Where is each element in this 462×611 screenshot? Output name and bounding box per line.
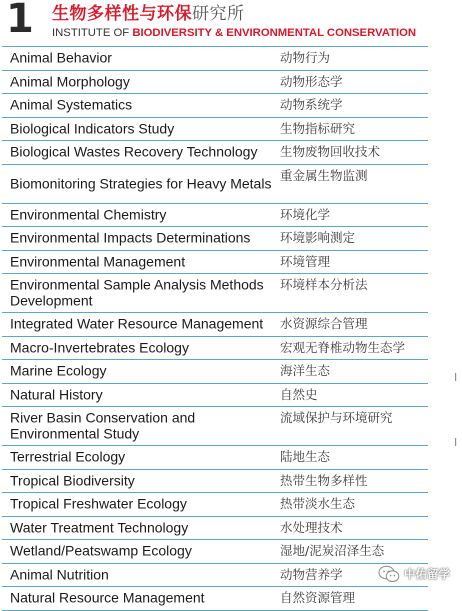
field-name-chinese: 环境管理 bbox=[280, 253, 331, 269]
table-row bbox=[2, 337, 428, 361]
field-name-chinese: 水资源综合管理 bbox=[280, 316, 368, 331]
watermark bbox=[378, 562, 450, 586]
section-header bbox=[0, 0, 462, 46]
table-row bbox=[2, 540, 428, 564]
field-name-english: Animal Behavior bbox=[10, 49, 112, 66]
table-row bbox=[2, 587, 428, 611]
field-name-english: River Basin Conservation and Environmental Study bbox=[10, 409, 196, 441]
field-name-chinese: 动物形态学 bbox=[280, 73, 343, 89]
table-row bbox=[2, 517, 428, 541]
table-row bbox=[2, 360, 428, 384]
field-name-english: Natural Resource Management bbox=[10, 589, 205, 606]
field-name-english: Biological Indicators Study bbox=[10, 120, 175, 136]
field-name-chinese: 流域保护与环境研究 bbox=[280, 410, 393, 425]
table-row bbox=[2, 446, 428, 470]
table-row bbox=[2, 274, 428, 313]
field-name-english: Biomonitoring Strategies for Heavy Metals bbox=[10, 174, 272, 191]
title-en-highlight: BIODIVERSITY & ENVIRONMENTAL CONSERVATION bbox=[132, 27, 417, 39]
field-name-chinese: 海洋生态 bbox=[280, 363, 331, 378]
field-name-english: Integrated Water Resource Management bbox=[10, 315, 264, 332]
field-name-chinese: 热带淡水生态 bbox=[280, 496, 356, 511]
field-name-english: Natural History bbox=[10, 386, 103, 402]
field-name-chinese: 环境化学 bbox=[280, 206, 331, 222]
field-name-chinese: 湿地/泥炭沼泽生态 bbox=[280, 543, 385, 558]
field-name-chinese: 宏观无脊椎动物生态学 bbox=[280, 339, 406, 355]
table-row bbox=[2, 46, 428, 71]
table-row bbox=[2, 118, 428, 142]
field-name-chinese: 热带生物多样性 bbox=[280, 472, 368, 488]
field-name-chinese: 生物指标研究 bbox=[280, 120, 356, 136]
field-name-english: Animal Systematics bbox=[10, 96, 133, 113]
field-name-chinese: 动物营养学 bbox=[280, 566, 343, 582]
research-fields-table bbox=[2, 46, 428, 611]
institute-title-english bbox=[52, 27, 416, 40]
title-cn-suffix: 研究所 bbox=[192, 4, 245, 24]
table-row bbox=[2, 71, 428, 95]
table-row bbox=[2, 564, 428, 588]
table-row bbox=[2, 204, 428, 228]
field-name-chinese: 陆地生态 bbox=[280, 449, 331, 464]
field-name-english: Wetland/Peatswamp Ecology bbox=[10, 542, 192, 559]
field-name-english: Terrestrial Ecology bbox=[10, 448, 126, 465]
field-name-english: Environmental Sample Analysis Methods Development bbox=[10, 276, 264, 308]
field-name-chinese: 水处理技术 bbox=[280, 519, 343, 535]
table-row bbox=[2, 493, 428, 517]
field-name-english: Tropical Freshwater Ecology bbox=[10, 495, 187, 512]
table-row bbox=[2, 94, 428, 118]
field-name-english: Water Treatment Technology bbox=[10, 519, 189, 535]
field-name-chinese: 动物行为 bbox=[280, 50, 331, 65]
table-row bbox=[2, 384, 428, 408]
field-name-english: Environmental Chemistry bbox=[10, 206, 167, 222]
field-name-chinese: 环境影响测定 bbox=[280, 230, 356, 245]
field-name-chinese: 重金属生物监测 bbox=[280, 167, 368, 183]
field-name-english: Marine Ecology bbox=[10, 362, 107, 379]
field-name-chinese: 自然资源管理 bbox=[280, 590, 356, 605]
field-name-english: Biological Wastes Recovery Technology bbox=[10, 143, 258, 160]
table-row bbox=[2, 141, 428, 165]
field-name-chinese: 动物系统学 bbox=[280, 97, 343, 112]
section-number: 1 bbox=[6, 0, 34, 42]
table-row bbox=[2, 165, 428, 204]
institute-title-chinese bbox=[52, 4, 245, 24]
watermark-text: 中佑留学 bbox=[404, 567, 450, 581]
field-name-english: Animal Morphology bbox=[10, 73, 130, 89]
table-row bbox=[2, 470, 428, 494]
edge-mark: I bbox=[454, 437, 458, 449]
field-name-chinese: 自然史 bbox=[280, 386, 318, 402]
field-name-english: Macro-Invertebrates Ecology bbox=[10, 339, 189, 355]
table-row bbox=[2, 407, 428, 446]
field-name-english: Environmental Impacts Determinations bbox=[10, 229, 251, 246]
wechat-icon bbox=[378, 565, 400, 583]
edge-mark: I bbox=[454, 372, 458, 384]
table-row bbox=[2, 313, 428, 337]
field-name-chinese: 环境样本分析法 bbox=[280, 277, 368, 292]
title-en-prefix: INSTITUTE OF bbox=[52, 27, 133, 39]
title-cn-highlight: 生物多样性与环保 bbox=[52, 4, 192, 24]
field-name-chinese: 生物废物回收技术 bbox=[280, 144, 381, 159]
field-name-english: Animal Nutrition bbox=[10, 566, 109, 582]
table-row bbox=[2, 251, 428, 275]
field-name-english: Tropical Biodiversity bbox=[10, 472, 135, 488]
table-row bbox=[2, 227, 428, 251]
field-name-english: Environmental Management bbox=[10, 253, 186, 269]
